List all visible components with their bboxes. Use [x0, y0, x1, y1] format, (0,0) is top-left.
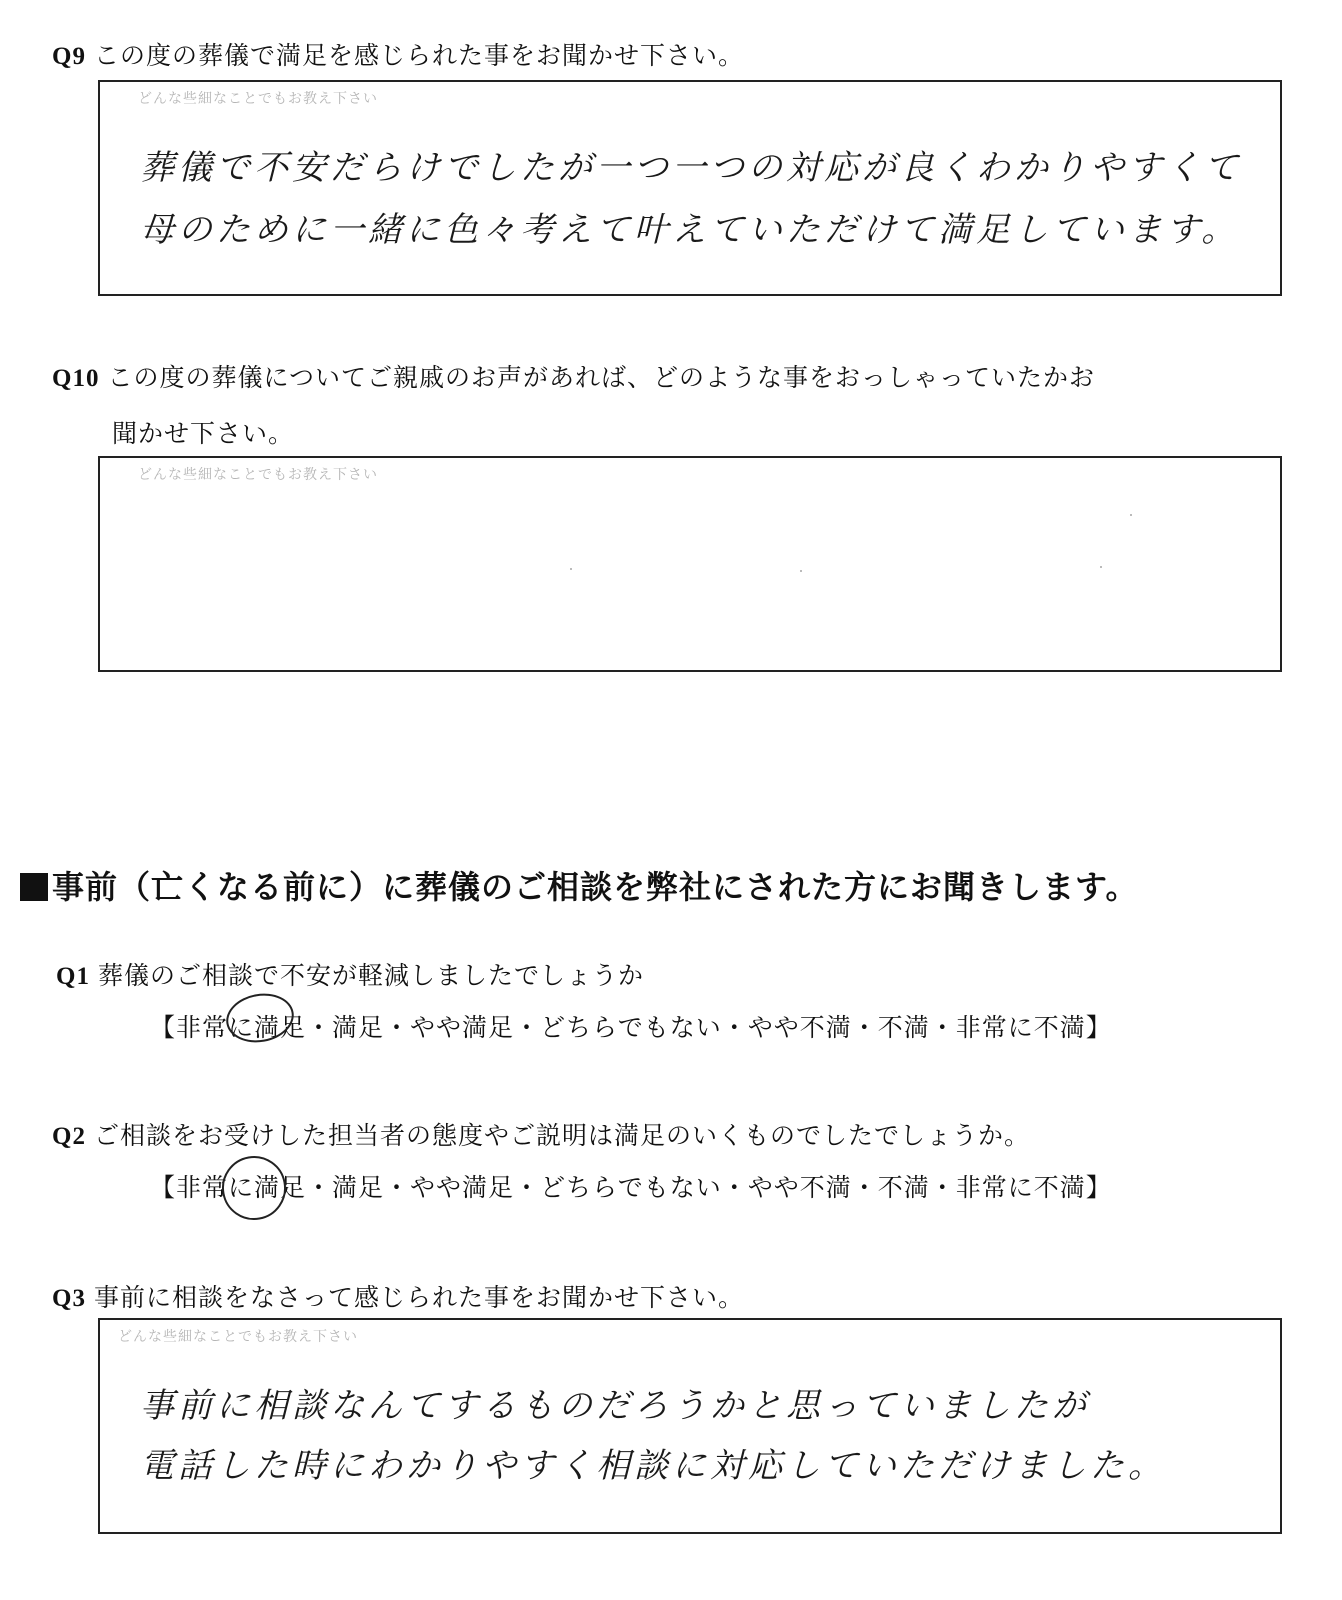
q10-text-line-1: この度の葬儀についてご親戚のお声があれば、どのような事をおっしゃっていたかお — [107, 363, 1095, 392]
pq3-answer-line-1: 事前に相談なんてするものだろうかと思っていましたが — [140, 1386, 1090, 1426]
q9-hint: どんな些細なことでもお教え下さい — [138, 91, 378, 107]
pq2-question — [52, 1116, 1030, 1152]
pq1-choices[interactable]: 【非常に満足・満足・やや満足・どちらでもない・やや不満・不満・非常に不満】 — [150, 1013, 1112, 1042]
q9-answer-box[interactable] — [98, 80, 1282, 296]
pq3-hint: どんな些細なことでもお教え下さい — [118, 1329, 358, 1345]
q9-answer-line-2: 母のために一緒に色々考えて叶えていただけて満足しています。 — [140, 210, 1240, 250]
pq3-question — [52, 1278, 744, 1314]
scan-speck — [570, 568, 572, 570]
q10-text-line-2: 聞かせ下さい。 — [112, 419, 295, 448]
black-square-icon — [20, 873, 48, 901]
q10-question-cont — [112, 414, 294, 450]
pq2-number: Q2 — [52, 1123, 86, 1150]
q10-number: Q10 — [52, 365, 100, 392]
q9-text: この度の葬儀で満足を感じられた事をお聞かせ下さい。 — [93, 41, 744, 70]
scan-speck — [1100, 566, 1102, 568]
q10-question — [52, 358, 1095, 394]
q9-number: Q9 — [52, 43, 86, 70]
q10-hint: どんな些細なことでもお教え下さい — [138, 467, 378, 483]
pq1-question — [56, 956, 644, 992]
pq1-text: 葬儀のご相談で不安が軽減しましたでしょうか — [97, 961, 644, 990]
q9-answer-line-1: 葬儀で不安だらけでしたが一つ一つの対応が良くわかりやすくて — [140, 148, 1242, 188]
section-heading — [20, 862, 1138, 908]
pq3-answer-line-2: 電話した時にわかりやすく相談に対応していただけました。 — [140, 1446, 1166, 1486]
pq1-number: Q1 — [56, 963, 90, 990]
scan-speck — [800, 570, 802, 572]
q10-answer-box[interactable] — [98, 456, 1282, 672]
scan-speck — [1130, 514, 1132, 516]
section-title: 事前（亡くなる前に）に葬儀のご相談を弊社にされた方にお聞きします。 — [52, 868, 1139, 906]
pq3-answer-box[interactable] — [98, 1318, 1282, 1534]
pq3-number: Q3 — [52, 1285, 86, 1312]
pq2-choices[interactable]: 【非常に満足・満足・やや満足・どちらでもない・やや不満・不満・非常に不満】 — [150, 1173, 1112, 1202]
q9-question — [52, 36, 744, 72]
pq3-text: 事前に相談をなさって感じられた事をお聞かせ下さい。 — [93, 1283, 744, 1312]
pq2-selected-circle — [217, 1151, 291, 1225]
pq2-text: ご相談をお受けした担当者の態度やご説明は満足のいくものでしたでしょうか。 — [93, 1121, 1030, 1150]
